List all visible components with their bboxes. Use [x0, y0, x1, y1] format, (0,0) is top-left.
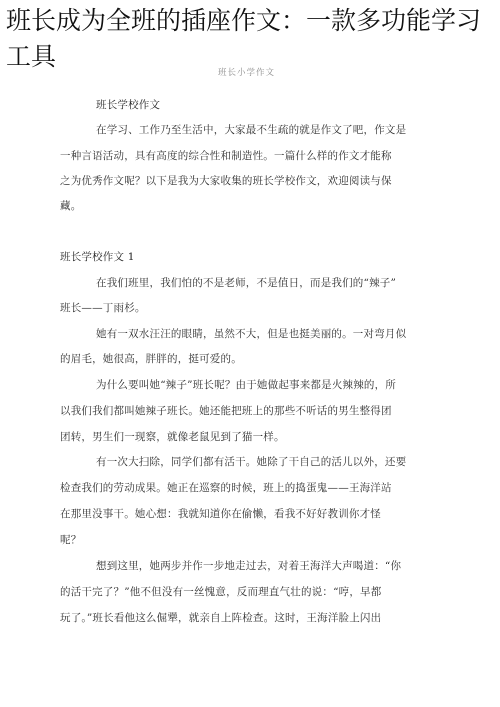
essay-line: 她有一双水汪汪的眼睛，虽然不大，但是也挺美丽的。一对弯月似 — [96, 328, 407, 340]
essay-line: 以我们我们都叫她辣子班长。她还能把班上的那些不听话的男生整得团 — [60, 405, 392, 417]
essay-line: 在我们班里，我们怕的不是老师，不是值日，而是我们的“辣子” — [96, 277, 397, 289]
essay-line: 呢？ — [60, 534, 82, 546]
page-title: 班长成为全班的插座作文：一款多功能学习工具 — [6, 6, 482, 71]
essay-line: 检查我们的劳动成果。她正在巡察的时候，班上的捣蛋鬼——王海洋站 — [60, 482, 392, 494]
essay-line: 玩了。”班长看他这么倔犟，就亲自上阵检查。这时，王海洋脸上闪出 — [60, 612, 382, 624]
intro-line: 在学习、工作乃至生活中，大家最不生疏的就是作文了吧，作文是 — [96, 124, 407, 136]
essay-line: 的活干完了？”他不但没有一丝愧意，反而理直气壮的说：“哼，早都 — [60, 586, 382, 598]
essay-line: 班长——丁雨杉。 — [60, 302, 146, 314]
essay-line: 为什么要叫她“辣子”班长呢？由于她做起事来都是火辣辣的，所 — [96, 379, 397, 391]
essay-line: 想到这里，她两步并作一步地走过去，对着王海洋大声喝道：“你 — [96, 560, 402, 572]
intro-line: 一种言语活动，具有高度的综合性和制造性。一篇什么样的作文才能称 — [60, 150, 392, 162]
essay-line: 在那里没事干。她心想：我就知道你在偷懒，看我不好好教训你才怪 — [60, 508, 381, 520]
essay-line: 有一次大扫除，同学们都有活干。她除了干自己的活儿以外，还要 — [96, 456, 407, 468]
intro-line: 藏。 — [60, 200, 82, 212]
essay-line: 团转，男生们一现察，就像老鼠见到了猫一样。 — [60, 431, 285, 443]
essay-line: 的眉毛，她很高，胖胖的，挺可爱的。 — [60, 353, 242, 365]
document-header: 班长小学作文 — [218, 68, 276, 78]
intro-heading: 班长学校作文 — [96, 99, 161, 111]
intro-line: 之为优秀作文呢？以下是我为大家收集的班长学校作文，欢迎阅读与保 — [60, 175, 392, 187]
essay-heading: 班长学校作文 1 — [60, 251, 135, 263]
